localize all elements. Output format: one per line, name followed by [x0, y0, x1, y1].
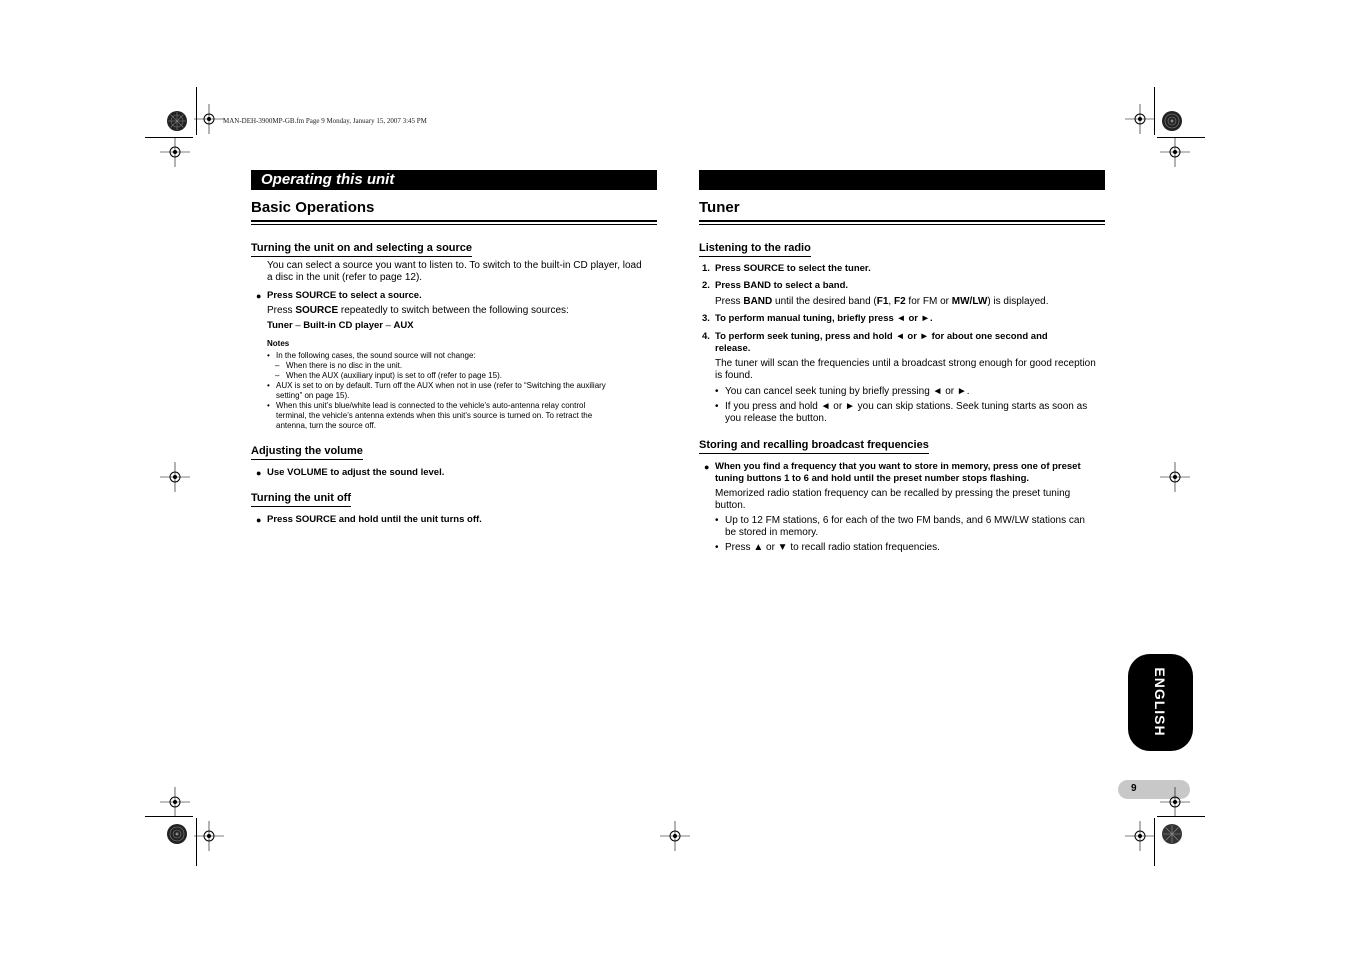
bullet-item: • Up to 12 FM stations, 6 for each of the two FM bands, and 6 MW/LW stations can: [715, 515, 1085, 526]
color-target-icon: [1161, 823, 1183, 845]
bullet-item: • You can cancel seek tuning by briefly pressing ◄ or ►.: [715, 386, 970, 397]
notes-heading: Notes: [267, 339, 290, 348]
registration-mark-icon: [660, 821, 690, 851]
note-item-cont: antenna, turn the source off.: [276, 421, 376, 430]
subheading-storing-frequencies: Storing and recalling broadcast frequencies: [699, 439, 929, 454]
bullet-item: • If you press and hold ◄ or ► you can skip stations. Seek tuning starts as soon as: [715, 401, 1088, 412]
dot-icon: •: [715, 515, 719, 526]
chapter-bar: [699, 170, 1105, 190]
bullet-icon: ●: [256, 468, 262, 478]
registration-mark-icon: [1160, 462, 1190, 492]
note-item: • In the following cases, the sound source will not change:: [267, 351, 476, 360]
subheading-turning-off: Turning the unit off: [251, 492, 351, 507]
right-column: [699, 170, 1105, 554]
note-item-cont: terminal, the vehicle’s antenna extends when this unit’s source is turned on. To retract the: [276, 411, 593, 420]
numbered-step-cont: release.: [715, 343, 751, 354]
color-target-icon: [1161, 110, 1183, 132]
seek-description: The tuner will scan the frequencies until a broadcast strong enough for good reception: [715, 358, 1096, 369]
print-header-line: MAN-DEH-3900MP-GB.fm Page 9 Monday, January 15, 2007 3:45 PM: [223, 117, 427, 125]
language-tab-label: ENGLISH: [1152, 667, 1168, 737]
bullet-icon: ●: [256, 515, 262, 525]
band-instructions: Press BAND until the desired band (F1, F2 for FM or MW/LW) is displayed.: [715, 296, 1049, 307]
color-target-icon: [166, 823, 188, 845]
registration-mark-icon: [1125, 821, 1155, 851]
color-target-icon: [166, 110, 188, 132]
registration-mark-icon: [1160, 137, 1190, 167]
step-turn-off: ● Press SOURCE and hold until the unit turns off.: [256, 514, 482, 525]
subheading-listening-radio: Listening to the radio: [699, 242, 811, 257]
note-subitem: – When the AUX (auxiliary input) is set to off (refer to page 15).: [275, 371, 502, 380]
note-item-cont: setting” on page 15).: [276, 391, 350, 400]
step-press-source: ● Press SOURCE to select a source.: [256, 290, 422, 301]
registration-mark-icon: [160, 137, 190, 167]
bullet-icon: ●: [256, 291, 262, 301]
numbered-step: 2. Press BAND to select a band.: [702, 280, 849, 291]
note-item: • When this unit’s blue/white lead is connected to the vehicle’s auto-antenna relay control: [267, 401, 586, 410]
step-store-frequency-cont: tuning buttons 1 to 6 and hold until the preset number stops flashing.: [715, 473, 1030, 484]
numbered-step: 3. To perform manual tuning, briefly press ◄ or ►.: [702, 313, 933, 324]
step-use-volume: ● Use VOLUME to adjust the sound level.: [256, 467, 445, 478]
section-title-tuner: Tuner: [699, 199, 1105, 222]
memorized-description: Memorized radio station frequency can be recalled by pressing the preset tuning: [715, 488, 1071, 499]
page-number: 9: [1131, 783, 1137, 794]
subheading-adjusting-volume: Adjusting the volume: [251, 445, 363, 460]
dot-icon: •: [267, 401, 270, 410]
registration-mark-icon: [194, 104, 224, 134]
note-subitem: – When there is no disc in the unit.: [275, 361, 403, 370]
dot-icon: •: [267, 381, 270, 390]
registration-mark-icon: [160, 787, 190, 817]
step-store-frequency: ● When you find a frequency that you want to store in memory, press one of preset: [704, 461, 1081, 472]
press-source-instructions: Press SOURCE repeatedly to switch between the following sources:: [267, 305, 569, 316]
dot-icon: •: [715, 386, 719, 397]
source-sequence: Tuner – Built-in CD player – AUX: [267, 320, 414, 331]
bullet-icon: ●: [704, 462, 710, 472]
memorized-description: button.: [715, 500, 746, 511]
dot-icon: •: [267, 351, 270, 360]
bullet-item: • Press ▲ or ▼ to recall radio station frequencies.: [715, 542, 940, 553]
section-title-basic-operations: Basic Operations: [251, 199, 657, 222]
dot-icon: •: [715, 542, 719, 553]
intro-line: a disc in the unit (refer to page 12).: [267, 272, 423, 283]
dot-icon: •: [715, 401, 719, 412]
seek-description: is found.: [715, 370, 753, 381]
intro-line: You can select a source you want to listen to. To switch to the built-in CD player, load: [267, 260, 642, 271]
note-item: • AUX is set to on by default. Turn off the AUX when not in use (refer to “Switching the auxiliary: [267, 381, 606, 390]
subheading-turning-on: Turning the unit on and selecting a source: [251, 242, 472, 257]
registration-mark-icon: [160, 462, 190, 492]
numbered-step: 1. Press SOURCE to select the tuner.: [702, 263, 871, 274]
chapter-bar: Operating this unit: [251, 170, 657, 190]
bullet-item-cont: be stored in memory.: [725, 527, 819, 538]
registration-mark-icon: [1125, 104, 1155, 134]
registration-mark-icon: [1160, 787, 1190, 817]
bullet-item-cont: you release the button.: [725, 413, 827, 424]
registration-mark-icon: [194, 821, 224, 851]
language-tab: [1128, 654, 1193, 751]
numbered-step: 4. To perform seek tuning, press and hold ◄ or ► for about one second and: [702, 331, 1048, 342]
left-column: [251, 170, 657, 526]
